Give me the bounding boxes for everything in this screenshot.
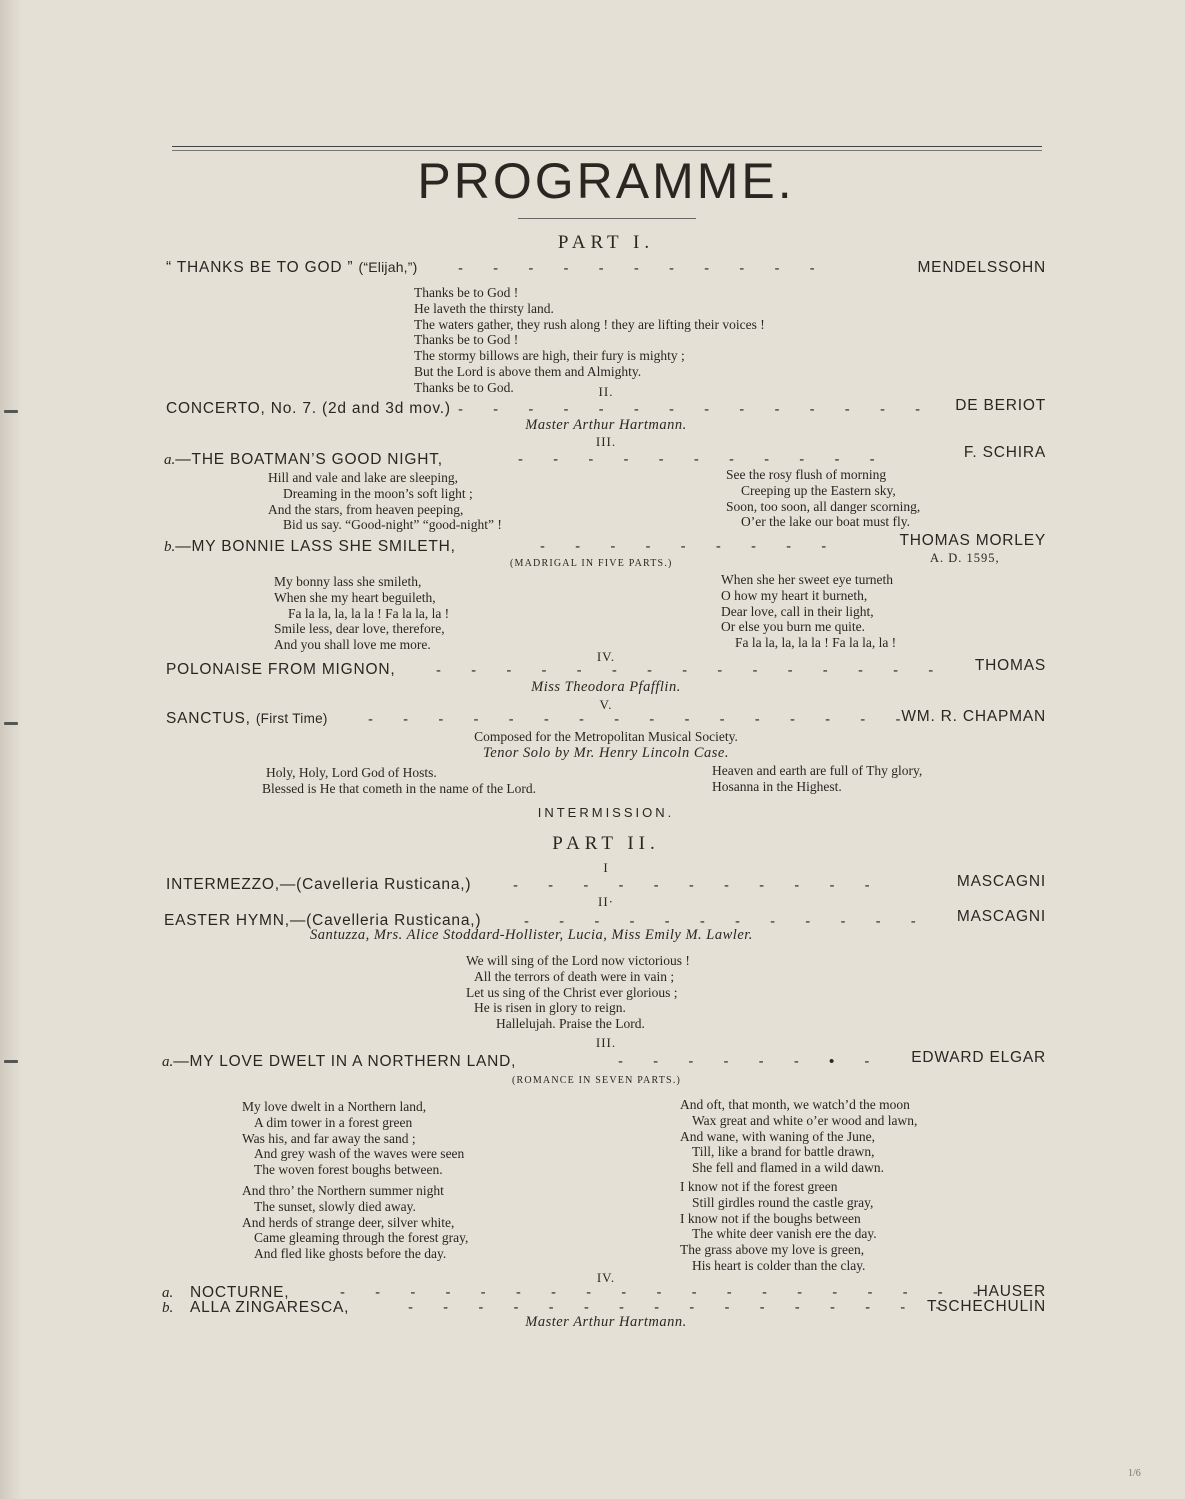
composer-thomas: THOMAS	[974, 657, 1046, 674]
performer: Master Arthur Hartmann.	[525, 1314, 687, 1330]
verse-line: Bid us say. “Good-night” “good-night” !	[283, 517, 502, 533]
verse-line: A dim tower in a forest green	[254, 1114, 413, 1130]
composer-chapman: WM. R. CHAPMAN	[901, 708, 1046, 725]
verse-line: Holy, Holy, Lord God of Hosts.	[266, 765, 437, 780]
verse-line: I know not if the boughs between	[680, 1210, 861, 1226]
page-title: PROGRAMME.	[417, 153, 795, 209]
section-number: IV.	[596, 649, 616, 664]
binding-mark	[4, 722, 18, 725]
section-number: III.	[595, 1035, 617, 1050]
verse-boatman-right	[726, 467, 920, 530]
leader-dashes: - - - - - - - - - - - - - - - -	[368, 711, 914, 728]
piece-sanctus	[166, 710, 328, 728]
intermission-label: INTERMISSION.	[537, 805, 675, 820]
verse-line: Heaven and earth are full of Thy glory,	[712, 763, 923, 778]
verse-line: The stormy billows are high, their fury is mighty ;	[414, 348, 685, 364]
composer-mendelssohn: MENDELSSOHN	[917, 259, 1046, 276]
performers: Santuzza, Mrs. Alice Stoddard-Hollister, Lucia, Miss Emily M. Lawler.	[310, 927, 753, 943]
verse-line: And thro’ the Northern summer night	[242, 1183, 444, 1198]
verse-line: O’er the lake our boat must fly.	[741, 514, 910, 530]
soloist: Tenor Solo by Mr. Henry Lincoln Case.	[483, 745, 729, 761]
composer-thomas-morley: THOMAS MORLEY	[899, 532, 1046, 549]
composer-mascagni: MASCAGNI	[956, 873, 1046, 890]
verse-line: My love dwelt in a Northern land,	[242, 1099, 427, 1114]
verse-line: And you shall love me more.	[274, 637, 431, 653]
verse-line: Blessed is He that cometh in the name of the Lord.	[262, 780, 537, 796]
leader-dashes: - - - - - - - - - - -	[518, 451, 888, 468]
corner-mark: 1/6	[1128, 1468, 1141, 1479]
section-number: I	[603, 860, 609, 875]
piece-easter-hymn: EASTER HYMN,—(Cavelleria Rusticana,)	[164, 912, 482, 929]
composition-date: A. D. 1595,	[930, 551, 1000, 565]
verse-line: When she my heart beguileth,	[274, 589, 436, 605]
verse-bonnie-lass-left	[274, 574, 449, 653]
verse-line: Soon, too soon, all danger scorning,	[726, 498, 921, 514]
verse-northern-land-right-1	[680, 1097, 917, 1176]
leader-dashes: - - - - - - • -	[618, 1053, 883, 1070]
leader-dashes: - - - - - - - - - - - - - -	[458, 401, 934, 418]
binding-mark	[4, 410, 18, 413]
leader-dashes: - - - - - - - - - - - -	[524, 913, 929, 930]
piece-extra: (“Elijah,”)	[358, 259, 418, 275]
verse-line: The white deer vanish ere the day.	[692, 1226, 877, 1242]
section-number: III.	[595, 434, 617, 449]
piece-title: ALLA ZINGARESCA,	[190, 1299, 350, 1316]
piece-title: “ THANKS BE TO GOD ”	[166, 259, 354, 276]
item-letter: a.	[164, 452, 176, 468]
verse-northern-land-left-2	[242, 1183, 468, 1262]
piece-subtitle: (ROMANCE IN SEVEN PARTS.)	[512, 1075, 682, 1086]
composer-hauser: HAUSER	[976, 1283, 1046, 1300]
piece-polonaise-mignon: POLONAISE FROM MIGNON,	[166, 661, 396, 678]
composer-mascagni: MASCAGNI	[956, 908, 1046, 925]
composition-note: Composed for the Metropolitan Musical Society.	[474, 729, 738, 744]
leader-dashes: - - - - - - - - -	[540, 538, 840, 555]
composer-schira: F. SCHIRA	[963, 444, 1046, 461]
verse-line: And wane, with waning of the June,	[680, 1128, 875, 1144]
piece-thanks-be-to-god	[166, 259, 418, 277]
piece-boatmans-good-night	[164, 451, 443, 469]
piece-title: —MY BONNIE LASS SHE SMILETH,	[175, 538, 456, 555]
verse-line: Still girdles round the castle gray,	[692, 1194, 874, 1210]
leader-dashes: - - - - - - - - - - -	[513, 877, 883, 894]
section-number: V.	[599, 697, 613, 712]
piece-subtitle: (MADRIGAL IN FIVE PARTS.)	[510, 558, 673, 569]
verse-line: Dreaming in the moon’s soft light ;	[283, 485, 473, 501]
verse-line: Creeping up the Eastern sky,	[741, 482, 896, 498]
performer: Miss Theodora Pfafflin.	[531, 679, 681, 695]
verse-line: Till, like a brand for battle drawn,	[692, 1144, 875, 1160]
verse-line: All the terrors of death were in vain ;	[474, 968, 675, 984]
verse-line: We will sing of the Lord now victorious !	[466, 953, 690, 968]
verse-line: And oft, that month, we watch’d the moon	[680, 1097, 910, 1112]
verse-line: He is risen in glory to reign.	[474, 1000, 626, 1016]
item-letter: a.	[162, 1285, 174, 1301]
item-letter: b.	[162, 1300, 174, 1316]
title-underline	[518, 218, 696, 219]
verse-line: Let us sing of the Christ ever glorious ;	[466, 984, 678, 1000]
verse-line: Came gleaming through the forest gray,	[254, 1230, 469, 1246]
verse-line: Fa la la, la, la la ! Fa la la, la !	[288, 605, 450, 621]
verse-line: Fa la la, la, la la ! Fa la la, la !	[735, 635, 897, 651]
verse-line: His heart is colder than the clay.	[692, 1257, 866, 1273]
verse-line: The waters gather, they rush along ! they are lifting their voices !	[414, 316, 765, 332]
composer-tschechulin: TSCHECHULIN	[926, 1298, 1046, 1315]
verse-line: The sunset, slowly died away.	[254, 1198, 416, 1214]
verse-line: When she her sweet eye turneth	[721, 572, 894, 587]
verse-line: Thanks be to God !	[414, 332, 519, 348]
verse-line: Thanks be to God.	[414, 379, 514, 395]
verse-sanctus-right	[712, 763, 922, 795]
verse-line: And grey wash of the waves were seen	[254, 1146, 465, 1162]
verse-line: Hallelujah. Praise the Lord.	[496, 1016, 645, 1032]
section-number: IV.	[596, 1270, 616, 1285]
piece-title: —MY LOVE DWELT IN A NORTHERN LAND,	[173, 1053, 517, 1070]
verse-line: Thanks be to God !	[414, 285, 519, 300]
verse-line: And the stars, from heaven peeping,	[268, 501, 464, 517]
top-rule	[172, 146, 1042, 147]
verse-northern-land-right-2	[680, 1179, 877, 1274]
verse-line: Hill and vale and lake are sleeping,	[268, 470, 459, 485]
verse-line: The woven forest boughs between.	[254, 1162, 443, 1178]
piece-concerto: CONCERTO, No. 7. (2d and 3d mov.)	[166, 400, 451, 417]
piece-title: —THE BOATMAN’S GOOD NIGHT,	[175, 451, 443, 468]
part-two-heading: PART II.	[552, 833, 660, 854]
verse-line: Or else you burn me quite.	[721, 619, 865, 635]
performer: Master Arthur Hartmann.	[525, 417, 687, 433]
verse-line: I know not if the forest green	[680, 1179, 838, 1194]
verse-line: Hosanna in the Highest.	[712, 778, 842, 794]
leader-dashes: - - - - - - - - - - - - - - -	[436, 662, 947, 679]
piece-intermezzo: INTERMEZZO,—(Cavelleria Rusticana,)	[166, 876, 472, 893]
verse-line: She fell and flamed in a wild dawn.	[692, 1160, 884, 1176]
verse-line: But the Lord is above them and Almighty.	[414, 363, 642, 379]
verse-line: My bonny lass she smileth,	[274, 574, 422, 589]
composer-de-beriot: DE BERIOT	[955, 397, 1046, 414]
verse-line: And fled like ghosts before the day.	[254, 1246, 447, 1262]
verse-northern-land-left-1	[242, 1099, 464, 1178]
verse-line: He laveth the thirsty land.	[414, 300, 554, 316]
verse-line: Smile less, dear love, therefore,	[274, 621, 445, 637]
piece-my-love-dwelt	[162, 1053, 516, 1071]
verse-line: O how my heart it burneth,	[721, 587, 868, 603]
verse-line: Was his, and far away the sand ;	[242, 1130, 416, 1146]
verse-easter-hymn	[466, 953, 690, 1032]
part-one-heading: PART I.	[557, 232, 655, 253]
piece-title: SANCTUS,	[166, 710, 251, 727]
top-rule-thin	[172, 150, 1042, 151]
piece-title: NOCTURNE,	[190, 1284, 290, 1301]
verse-bonnie-lass-right	[721, 572, 896, 651]
verse-thanks-be-to-god	[414, 285, 765, 396]
verse-line: Wax great and white o’er wood and lawn,	[692, 1112, 918, 1128]
binding-mark	[4, 1060, 18, 1063]
item-letter: b.	[164, 539, 176, 555]
leader-dashes: - - - - - - - - - - -	[458, 260, 828, 277]
composer-elgar: EDWARD ELGAR	[911, 1049, 1046, 1066]
section-number: II·	[598, 894, 614, 909]
item-letter: a.	[162, 1054, 174, 1070]
leader-dashes: - - - - - - - - - - - - - - - -	[408, 1299, 954, 1316]
piece-extra: (First Time)	[255, 711, 328, 726]
piece-my-bonnie-lass	[164, 538, 456, 556]
verse-sanctus-left	[262, 765, 536, 797]
verse-line: Dear love, call in their light,	[721, 603, 874, 619]
verse-line: The grass above my love is green,	[680, 1242, 865, 1258]
verse-line: And herds of strange deer, silver white,	[242, 1214, 455, 1230]
section-number: II.	[598, 384, 614, 399]
verse-line: See the rosy flush of morning	[726, 467, 887, 482]
verse-boatman-left	[268, 470, 502, 533]
leader-dashes: - - - - - - - - - - - - - - - - - - -	[340, 1284, 991, 1301]
